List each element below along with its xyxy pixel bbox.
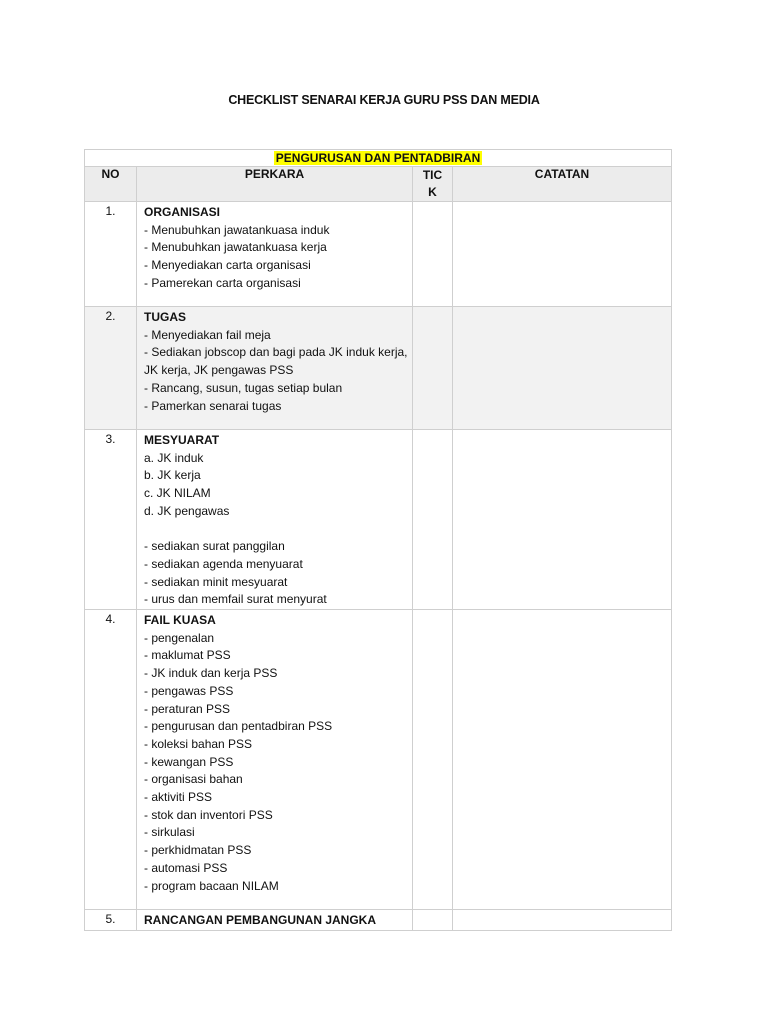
- tick-cell[interactable]: [413, 202, 453, 307]
- column-header-tick-line1: TIC: [422, 168, 443, 182]
- item-content: [137, 610, 413, 910]
- item-line: - sediakan surat panggilan: [144, 539, 285, 554]
- item-line: - Menyediakan fail meja: [144, 327, 271, 342]
- item-line: - Menubuhkan jawatankuasa induk: [144, 222, 330, 237]
- item-line: - urus dan memfail surat menyurat: [144, 592, 327, 607]
- item-content: [137, 910, 413, 931]
- catatan-cell[interactable]: [453, 910, 672, 931]
- tick-cell[interactable]: [413, 910, 453, 931]
- table-row: [85, 910, 672, 931]
- item-line: - Menubuhkan jawatankuasa kerja: [144, 240, 327, 255]
- item-line: - Pamerkan senarai tugas: [144, 398, 282, 413]
- item-line: - aktiviti PSS: [144, 790, 213, 805]
- item-line: - JK induk dan kerja PSS: [144, 666, 278, 681]
- column-header-tick-line2: K: [428, 185, 437, 199]
- section-banner-row: [85, 150, 672, 167]
- table-row: [85, 610, 672, 910]
- tick-cell[interactable]: [413, 610, 453, 910]
- column-header-no: NO: [85, 167, 137, 202]
- item-title: MESYUARAT: [144, 433, 220, 447]
- item-line: - sediakan agenda menyuarat: [144, 556, 303, 571]
- item-line: - koleksi bahan PSS: [144, 736, 253, 751]
- item-line: - kewangan PSS: [144, 754, 234, 769]
- item-number: 1.: [85, 202, 137, 307]
- catatan-cell[interactable]: [453, 610, 672, 910]
- item-line: - Rancang, susun, tugas setiap bulan: [144, 380, 343, 395]
- column-header-tick: [413, 167, 453, 202]
- item-line: - perkhidmatan PSS: [144, 843, 252, 858]
- item-title: FAIL KUASA: [144, 613, 216, 628]
- item-number: 2.: [85, 307, 137, 430]
- item-content: [137, 202, 413, 307]
- column-header-perkara: PERKARA: [137, 167, 413, 202]
- item-line: - automasi PSS: [144, 860, 228, 875]
- table-row: [85, 307, 672, 430]
- checklist-table: [84, 149, 672, 931]
- item-number: 3.: [85, 430, 137, 610]
- column-header-catatan: CATATAN: [453, 167, 672, 202]
- document-title: CHECKLIST SENARAI KERJA GURU PSS DAN MEDIA: [228, 93, 540, 107]
- item-line: JK kerja, JK pengawas PSS: [144, 363, 294, 378]
- catatan-cell[interactable]: [453, 430, 672, 610]
- item-number: 5.: [85, 910, 137, 931]
- catatan-cell[interactable]: [453, 202, 672, 307]
- tick-cell[interactable]: [413, 430, 453, 610]
- table-header-row: [85, 167, 672, 202]
- item-content: [137, 430, 413, 610]
- item-line: - Menyediakan carta organisasi: [144, 258, 311, 273]
- item-line: - program bacaan NILAM: [144, 878, 279, 893]
- blank-line: [144, 521, 406, 539]
- item-number: 4.: [85, 610, 137, 910]
- item-title: ORGANISASI: [144, 205, 221, 219]
- item-content: [137, 307, 413, 430]
- item-line: c. JK NILAM: [144, 486, 211, 501]
- item-line: a. JK induk: [144, 450, 204, 465]
- item-line: - pengurusan dan pentadbiran PSS: [144, 719, 333, 734]
- item-line: - organisasi bahan: [144, 772, 243, 787]
- item-line: - Sediakan jobscop dan bagi pada JK induk kerja,: [144, 345, 408, 360]
- item-line: - Pamerekan carta organisasi: [144, 275, 301, 290]
- item-title: TUGAS: [144, 310, 186, 324]
- item-line: d. JK pengawas: [144, 503, 230, 518]
- item-line: - stok dan inventori PSS: [144, 807, 273, 822]
- section-banner: PENGURUSAN DAN PENTADBIRAN: [275, 151, 481, 165]
- catatan-cell[interactable]: [453, 307, 672, 430]
- item-line: - peraturan PSS: [144, 701, 231, 716]
- tick-cell[interactable]: [413, 307, 453, 430]
- item-title: RANCANGAN PEMBANGUNAN JANGKA: [144, 913, 377, 928]
- item-line: - pengenalan: [144, 630, 215, 645]
- item-line: - maklumat PSS: [144, 648, 231, 663]
- item-line: - sediakan minit mesyuarat: [144, 574, 288, 589]
- item-line: - sirkulasi: [144, 825, 195, 840]
- table-row: [85, 202, 672, 307]
- item-line: - pengawas PSS: [144, 683, 234, 698]
- table-row: [85, 430, 672, 610]
- item-line: b. JK kerja: [144, 468, 201, 483]
